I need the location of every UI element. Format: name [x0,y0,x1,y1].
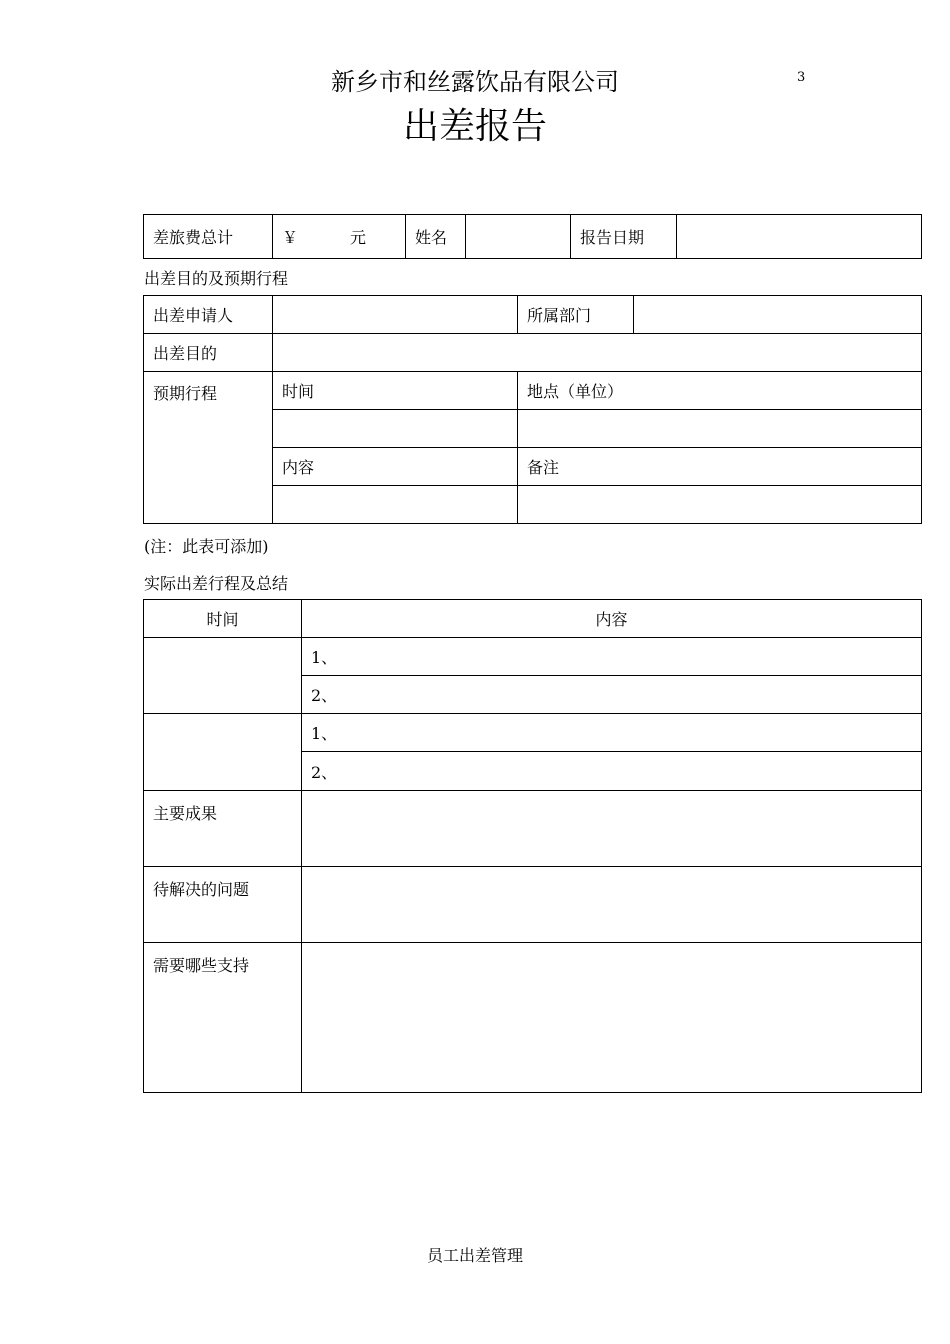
itinerary-content-label: 内容 [273,448,518,486]
content-header: 内容 [302,600,922,638]
currency-symbol: ￥ [282,228,299,247]
expense-summary-table [143,214,922,259]
itinerary-time-label: 时间 [273,372,518,410]
trip-plan-table [143,295,922,524]
purpose-label: 出差目的 [144,334,273,372]
itinerary-label: 预期行程 [144,372,273,524]
issues-field[interactable] [302,867,922,943]
results-label: 主要成果 [144,791,302,867]
content-item[interactable]: 2、 [302,676,922,714]
report-date-label: 报告日期 [571,215,677,259]
company-name: 新乡市和丝露饮品有限公司 [331,68,619,96]
name-field[interactable] [466,215,571,259]
total-expense-label: 差旅费总计 [144,215,273,259]
itinerary-content-field[interactable] [273,486,518,524]
itinerary-remark-label: 备注 [518,448,922,486]
page-number: 3 [797,70,806,85]
section-caption-actual: 实际出差行程及总结 [144,574,289,593]
department-field[interactable] [634,296,922,334]
purpose-field[interactable] [273,334,922,372]
report-date-field[interactable] [677,215,922,259]
actual-trip-table [143,599,922,1093]
content-item[interactable]: 1、 [302,638,922,676]
table-note: (注：此表可添加) [144,537,269,556]
time-header: 时间 [144,600,302,638]
itinerary-time-field[interactable] [273,410,518,448]
support-label: 需要哪些支持 [144,943,302,1093]
content-item[interactable]: 1、 [302,714,922,752]
date-field-1[interactable] [144,638,302,714]
section-caption-plan: 出差目的及预期行程 [144,269,289,288]
support-field[interactable] [302,943,922,1093]
content-item[interactable]: 2、 [302,752,922,791]
results-field[interactable] [302,791,922,867]
itinerary-place-label: 地点（单位） [518,372,922,410]
department-label: 所属部门 [518,296,634,334]
name-label: 姓名 [406,215,466,259]
applicant-field[interactable] [273,296,518,334]
itinerary-remark-field[interactable] [518,486,922,524]
itinerary-place-field[interactable] [518,410,922,448]
issues-label: 待解决的问题 [144,867,302,943]
page-footer: 员工出差管理 [426,1246,523,1265]
document-title: 出差报告 [402,106,547,147]
currency-unit: 元 [350,228,367,247]
applicant-label: 出差申请人 [144,296,273,334]
date-field-2[interactable] [144,714,302,791]
total-expense-field[interactable] [273,215,406,259]
